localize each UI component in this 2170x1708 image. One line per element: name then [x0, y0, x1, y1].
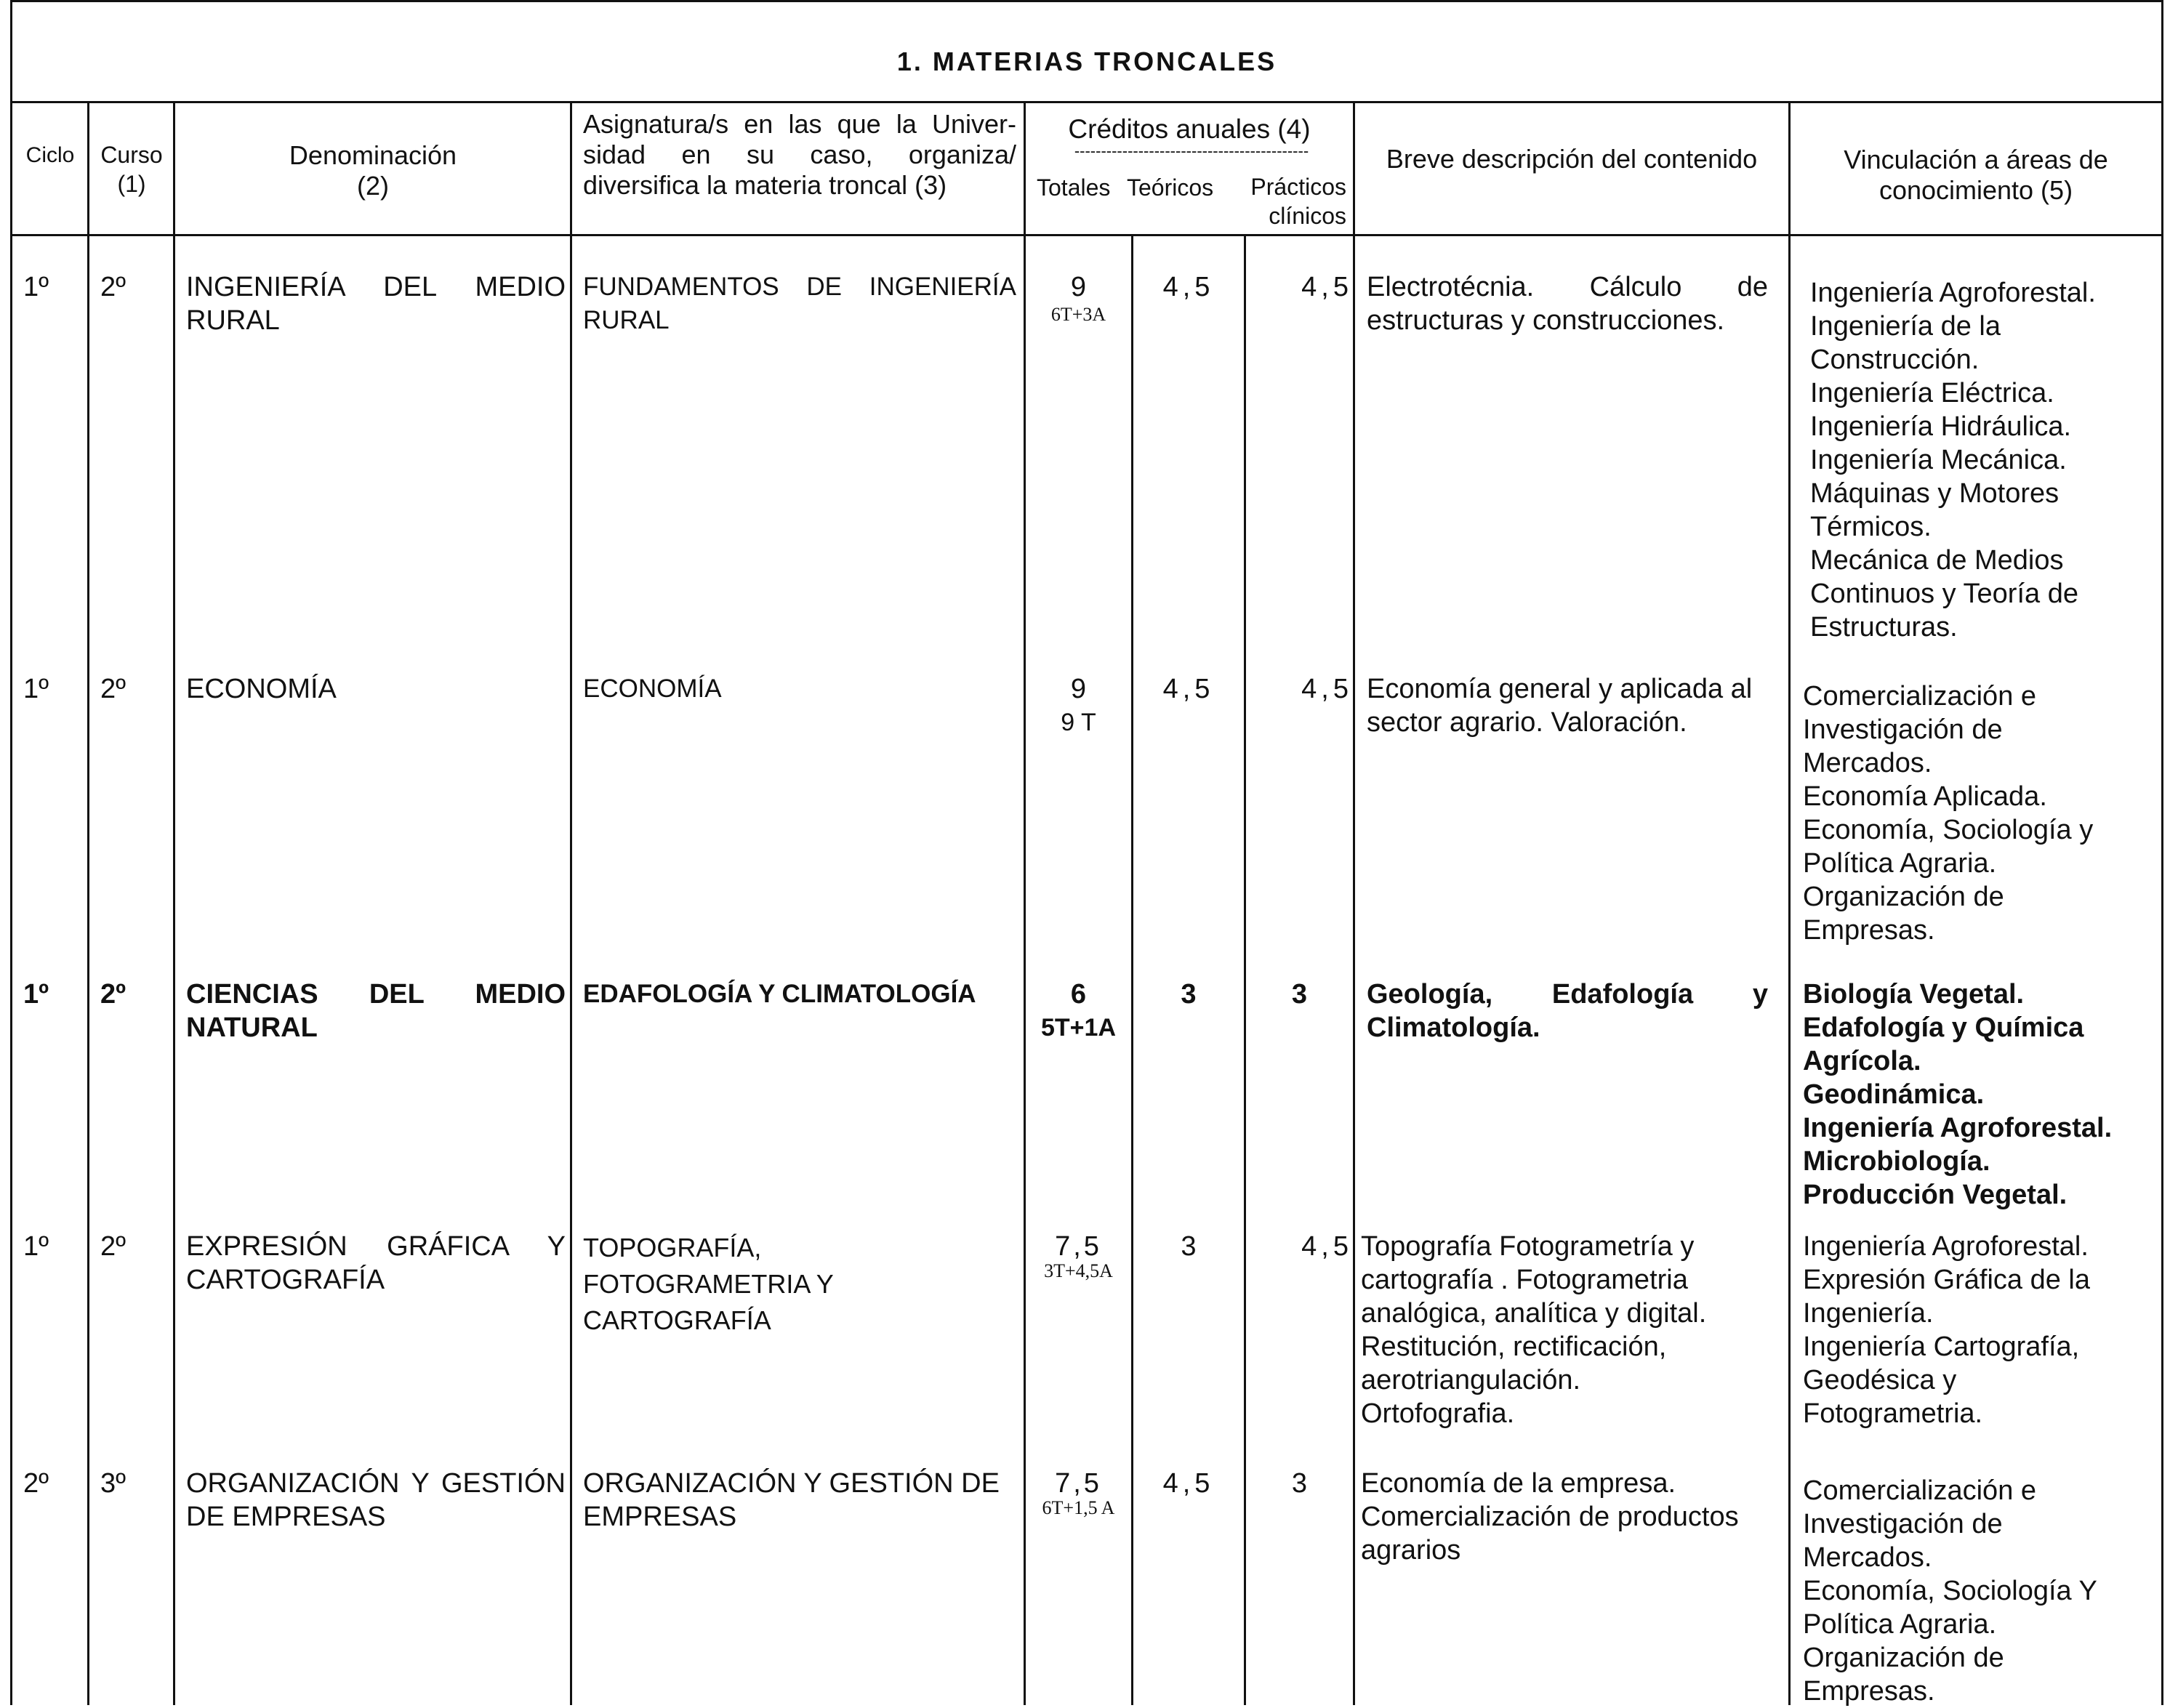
row3-area-item: Producción Vegetal.	[1803, 1180, 2067, 1210]
row5-practicos: 3	[1291, 1468, 1308, 1499]
row4-areas	[1803, 1230, 2090, 1430]
row4-totales: 7,5	[1055, 1231, 1102, 1262]
row4-area-item: Fotogrametria.	[1803, 1398, 1983, 1429]
rule-descripcion-vinculacion	[1788, 103, 1791, 1705]
row1-areas	[1810, 276, 2096, 644]
row4-ciclo: 1º	[23, 1231, 49, 1262]
row3-areas	[1803, 978, 2112, 1212]
row1-area-item: Térmicos.	[1810, 512, 1932, 542]
document-page	[10, 0, 2163, 1705]
row4-descripcion-line: Ortofografia.	[1361, 1398, 1515, 1429]
row1-area-item: Construcción.	[1810, 345, 1980, 375]
row1-area-item: Ingeniería de la	[1810, 311, 2001, 342]
row3-totales: 6	[1070, 979, 1087, 1010]
row1-area-item: Ingeniería Eléctrica.	[1810, 378, 2054, 408]
row1-descripcion-line: estructuras y construcciones.	[1367, 305, 1725, 336]
row3-descripcion-line: Climatología.	[1367, 1012, 1540, 1043]
row1-asignatura-line: FUNDAMENTOS DE INGENIERÍA	[583, 273, 1016, 301]
row4-area-item: Expresión Gráfica de la	[1803, 1265, 2090, 1295]
row1-descripcion-line: Electrotécnia. Cálculo de	[1367, 272, 1768, 302]
row1-descripcion	[1367, 270, 1768, 337]
header-descripcion: Breve descripción del contenido	[1386, 144, 1758, 174]
row2-area-item: Economía, Sociología y	[1803, 815, 2094, 845]
header-curso-label: Curso	[100, 142, 163, 168]
header-asignaturas	[583, 109, 1016, 201]
row4-curso: 2º	[100, 1231, 126, 1262]
row4-asignatura-line: TOPOGRAFÍA,	[583, 1233, 762, 1262]
row4-teoricos: 3	[1181, 1231, 1197, 1262]
header-bottom-rule	[10, 234, 2163, 236]
row1-area-item: Continuos y Teoría de	[1810, 579, 2078, 609]
header-vinculacion-label: conocimiento (5)	[1878, 175, 2073, 205]
row1-practicos: 4,5	[1301, 272, 1353, 302]
row2-totales-detail: 9 T	[1061, 709, 1096, 736]
row1-asignatura-line: RURAL	[583, 306, 670, 334]
row5-totales-detail: 6T+1,5 A	[1042, 1497, 1115, 1518]
row4-descripcion-line: Topografía Fotogrametría y	[1361, 1231, 1695, 1262]
frame-right-rule	[2161, 0, 2163, 1705]
row2-descripcion	[1367, 672, 1781, 739]
row2-areas	[1803, 680, 2093, 947]
row2-curso: 2º	[100, 674, 126, 704]
header-practicos-label: clínicos	[1269, 203, 1346, 229]
rule-denominacion-asignatura	[570, 103, 572, 1705]
row3-area-item: Agrícola.	[1803, 1046, 1921, 1076]
row5-area-item: Investigación de	[1803, 1509, 2003, 1539]
header-teoricos: Teóricos	[1127, 174, 1214, 201]
row1-curso: 2º	[100, 272, 126, 302]
header-ciclo: Ciclo	[25, 143, 75, 167]
row2-teoricos: 4,5	[1162, 674, 1215, 704]
row1-area-item: Ingeniería Agroforestal.	[1810, 278, 2096, 308]
row2-area-item: Mercados.	[1803, 748, 1932, 778]
row1-denominacion	[186, 270, 566, 337]
row4-descripcion-line: aerotriangulación.	[1361, 1365, 1581, 1395]
row3-area-item: Biología Vegetal.	[1803, 979, 2025, 1010]
row2-area-item: Política Agraria.	[1803, 848, 1997, 879]
row5-asignatura-line: ORGANIZACIÓN Y GESTIÓN DE	[583, 1468, 1000, 1499]
row2-area-item: Organización de	[1803, 882, 2004, 912]
header-vinculacion-label: Vinculación a áreas de	[1844, 145, 2108, 174]
row5-asignatura	[583, 1467, 1016, 1534]
row5-area-item: Política Agraria.	[1803, 1609, 1997, 1640]
row3-descripcion-line: Geología, Edafología y	[1367, 979, 1768, 1010]
row5-totales: 7,5	[1055, 1468, 1102, 1499]
header-denominacion	[176, 140, 570, 201]
row5-area-item: Economía, Sociología Y	[1803, 1576, 2097, 1606]
row5-descripcion-line: agrarios	[1361, 1535, 1461, 1566]
row3-practicos: 3	[1291, 979, 1308, 1010]
row1-totales-detail: 6T+3A	[1050, 304, 1106, 325]
row5-area-item: Comercialización e	[1803, 1475, 2037, 1506]
frame-left-rule	[10, 0, 12, 1705]
header-practicos-label: Prácticos	[1250, 174, 1346, 200]
row4-descripcion-line: cartografía . Fotogrametria	[1361, 1265, 1688, 1295]
row4-asignatura-line: FOTOGRAMETRIA Y	[583, 1269, 834, 1299]
row4-denominacion-line: EXPRESIÓN GRÁFICA Y	[186, 1231, 566, 1262]
row1-denominacion-line: INGENIERÍA DEL MEDIO	[186, 272, 566, 302]
row1-ciclo: 1º	[23, 272, 49, 302]
row5-area-item: Organización de	[1803, 1643, 2004, 1673]
row2-descripcion-line: Economía general y aplicada al	[1367, 674, 1753, 704]
header-creditos-separator: --------------------------------------------	[1074, 142, 1309, 160]
row3-denominacion	[186, 978, 566, 1044]
row3-asignatura	[583, 978, 1016, 1011]
row4-area-item: Geodésica y	[1803, 1365, 1957, 1395]
row3-area-item: Ingeniería Agroforestal.	[1803, 1113, 2113, 1143]
header-vinculacion	[1791, 145, 2161, 206]
rule-curso-denominacion	[173, 103, 175, 1705]
row5-denominacion-line: ORGANIZACIÓN Y GESTIÓN	[186, 1468, 566, 1499]
row3-denominacion-line: NATURAL	[186, 1012, 318, 1043]
frame-title-rule	[10, 101, 2163, 103]
row5-descripcion-line: Comercialización de productos	[1361, 1502, 1739, 1532]
row5-teoricos: 4,5	[1162, 1468, 1215, 1499]
row5-areas	[1803, 1474, 2097, 1708]
header-denominacion-note: (2)	[357, 171, 389, 201]
row4-descripcion-line: analógica, analítica y digital.	[1361, 1298, 1707, 1329]
row5-denominacion-line: DE EMPRESAS	[186, 1502, 386, 1532]
row3-curso: 2º	[100, 979, 126, 1010]
row4-area-item: Ingeniería Agroforestal.	[1803, 1231, 2089, 1262]
row5-denominacion	[186, 1467, 566, 1534]
row3-area-item: Microbiología.	[1803, 1146, 1990, 1177]
row2-asignatura	[583, 672, 1016, 706]
header-asignaturas-line: sidad en su caso, organiza/	[583, 140, 1016, 169]
row2-descripcion-line: sector agrario. Valoración.	[1367, 707, 1687, 738]
row1-area-item: Máquinas y Motores	[1810, 478, 2060, 509]
row2-asignatura-line: ECONOMÍA	[583, 674, 722, 703]
row4-descripcion-line: Restitución, rectificación,	[1361, 1332, 1667, 1362]
row3-area-item: Geodinámica.	[1803, 1079, 1985, 1110]
row5-curso: 3º	[100, 1468, 126, 1499]
row4-asignatura-line: CARTOGRAFÍA	[583, 1305, 771, 1335]
row3-totales-detail: 5T+1A	[1041, 1014, 1116, 1042]
row2-area-item: Economía Aplicada.	[1803, 781, 2047, 812]
row4-denominacion-line: CARTOGRAFÍA	[186, 1265, 385, 1295]
page-title: 1. MATERIAS TRONCALES	[896, 47, 1277, 76]
header-denominacion-label: Denominación	[289, 140, 457, 170]
row1-area-item: Estructuras.	[1810, 612, 1958, 642]
row2-denominacion	[186, 672, 566, 706]
header-practicos	[1242, 172, 1346, 230]
row1-area-item: Mecánica de Medios	[1810, 545, 2064, 576]
row5-ciclo: 2º	[23, 1468, 49, 1499]
frame-top-rule	[10, 0, 2163, 2]
row1-denominacion-line: RURAL	[186, 305, 280, 336]
row3-ciclo: 1º	[23, 979, 49, 1010]
rule-ciclo-curso	[87, 103, 89, 1705]
header-asignaturas-line: diversifica la materia troncal (3)	[583, 170, 947, 200]
row5-asignatura-line: EMPRESAS	[583, 1502, 737, 1532]
row3-descripcion	[1367, 978, 1768, 1044]
row1-area-item: Ingeniería Hidráulica.	[1810, 411, 2072, 442]
row1-totales: 9	[1070, 272, 1087, 302]
row1-teoricos: 4,5	[1162, 272, 1215, 302]
header-creditos: Créditos anuales (4)	[1068, 114, 1311, 144]
rule-asignatura-creditos	[1024, 103, 1026, 1705]
row4-practicos: 4,5	[1301, 1231, 1353, 1262]
row4-asignatura	[583, 1230, 1016, 1339]
row4-descripcion	[1361, 1230, 1768, 1430]
row4-area-item: Ingeniería Cartografía,	[1803, 1332, 2080, 1362]
row3-denominacion-line: CIENCIAS DEL MEDIO	[186, 979, 566, 1010]
header-asignaturas-line: Asignatura/s en las que la Univer-	[583, 109, 1016, 139]
row2-denominacion-line: ECONOMÍA	[186, 674, 337, 704]
header-curso	[90, 140, 173, 198]
row3-area-item: Edafología y Química	[1803, 1012, 2084, 1043]
row4-denominacion	[186, 1230, 566, 1297]
row1-area-item: Ingeniería Mecánica.	[1810, 445, 2067, 475]
row2-totales: 9	[1070, 674, 1087, 704]
row2-practicos: 4,5	[1301, 674, 1353, 704]
row2-area-item: Investigación de	[1803, 714, 2003, 745]
row5-area-item: Empresas.	[1803, 1676, 1935, 1707]
row4-area-item: Ingeniería.	[1803, 1298, 1934, 1329]
row2-area-item: Empresas.	[1803, 915, 1935, 946]
row2-ciclo: 1º	[23, 674, 49, 704]
row5-area-item: Mercados.	[1803, 1542, 1932, 1573]
row3-teoricos: 3	[1181, 979, 1197, 1010]
row1-asignatura	[583, 270, 1016, 337]
row4-totales-detail: 3T+4,5A	[1044, 1260, 1113, 1281]
rule-creditos-descripcion	[1353, 103, 1355, 1705]
row2-area-item: Comercialización e	[1803, 681, 2037, 712]
row5-descripcion	[1361, 1467, 1768, 1567]
header-curso-note: (1)	[117, 171, 146, 197]
header-totales: Totales	[1037, 174, 1111, 201]
row5-descripcion-line: Economía de la empresa.	[1361, 1468, 1676, 1499]
row3-asignatura-line: EDAFOLOGÍA Y CLIMATOLOGÍA	[583, 980, 976, 1008]
